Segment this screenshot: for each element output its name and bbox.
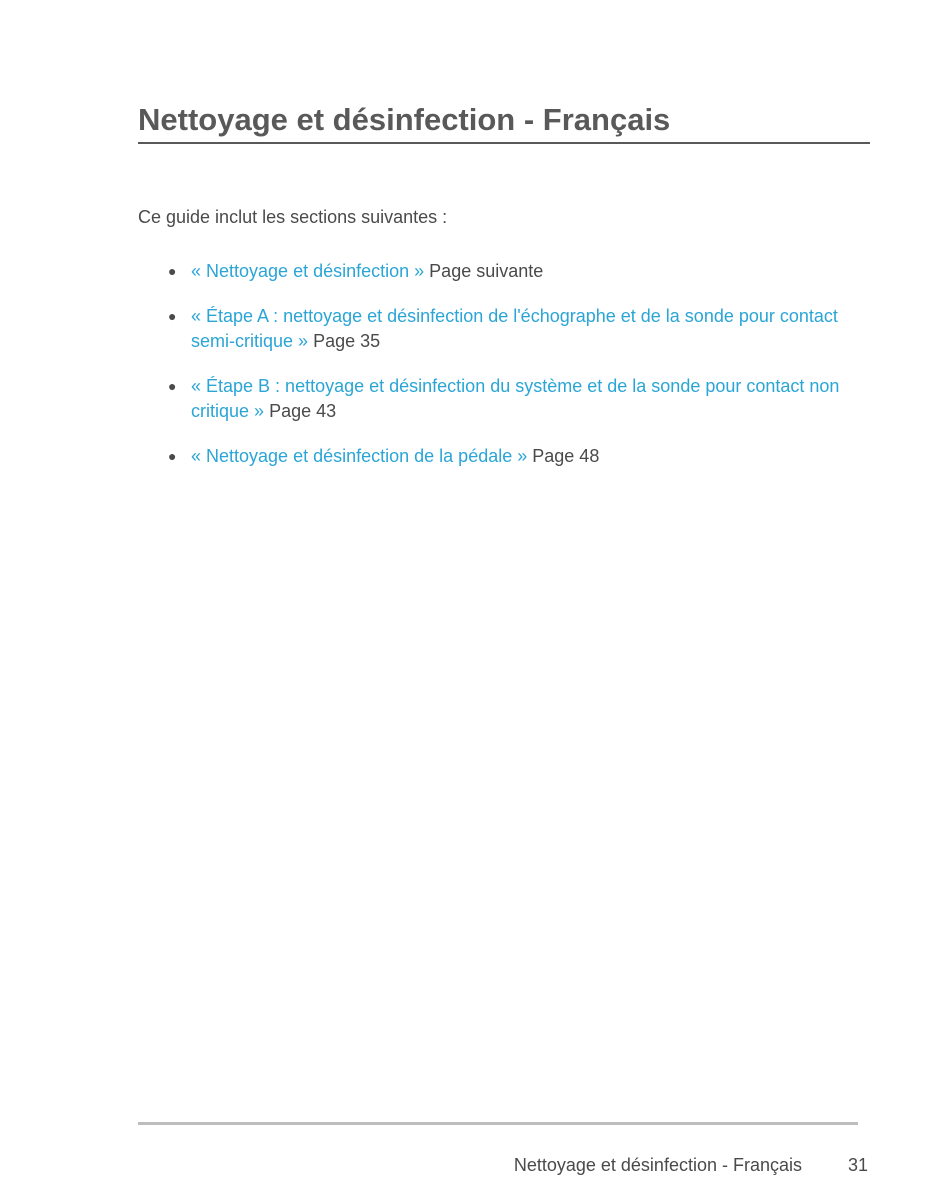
toc-link-etape-a[interactable]: « Étape A : nettoyage et désinfection de l'échographe et de la sonde pour contact semi-critique »	[191, 305, 838, 351]
toc-list	[138, 259, 858, 488]
toc-page-ref: Page 48	[532, 445, 600, 466]
toc-link-nettoyage[interactable]: « Nettoyage et désinfection »	[191, 261, 425, 281]
bullet-icon: ●	[168, 447, 177, 464]
bullet-icon: ●	[168, 263, 177, 279]
footer-title: Nettoyage et désinfection - Français	[513, 1155, 802, 1175]
footer-page-number: 31	[847, 1155, 868, 1175]
bullet-icon: ●	[168, 377, 177, 394]
toc-page-ref: Page 35	[313, 331, 381, 351]
toc-page-ref: Page 43	[269, 401, 337, 421]
toc-item	[138, 374, 858, 425]
bullet-icon: ●	[168, 307, 177, 324]
toc-item	[138, 259, 858, 285]
footer-divider	[138, 1122, 858, 1125]
toc-item	[138, 304, 858, 355]
toc-link-pedale[interactable]: « Nettoyage et désinfection de la pédale »	[191, 445, 528, 466]
page-title: Nettoyage et désinfection - Français	[138, 100, 870, 144]
toc-page-ref: Page suivante	[429, 261, 544, 281]
toc-item	[138, 444, 858, 470]
toc-link-etape-b[interactable]: « Étape B : nettoyage et désinfection du système et de la sonde pour contact non critique »	[191, 375, 840, 421]
intro-text: Ce guide inclut les sections suivantes :	[138, 207, 448, 227]
